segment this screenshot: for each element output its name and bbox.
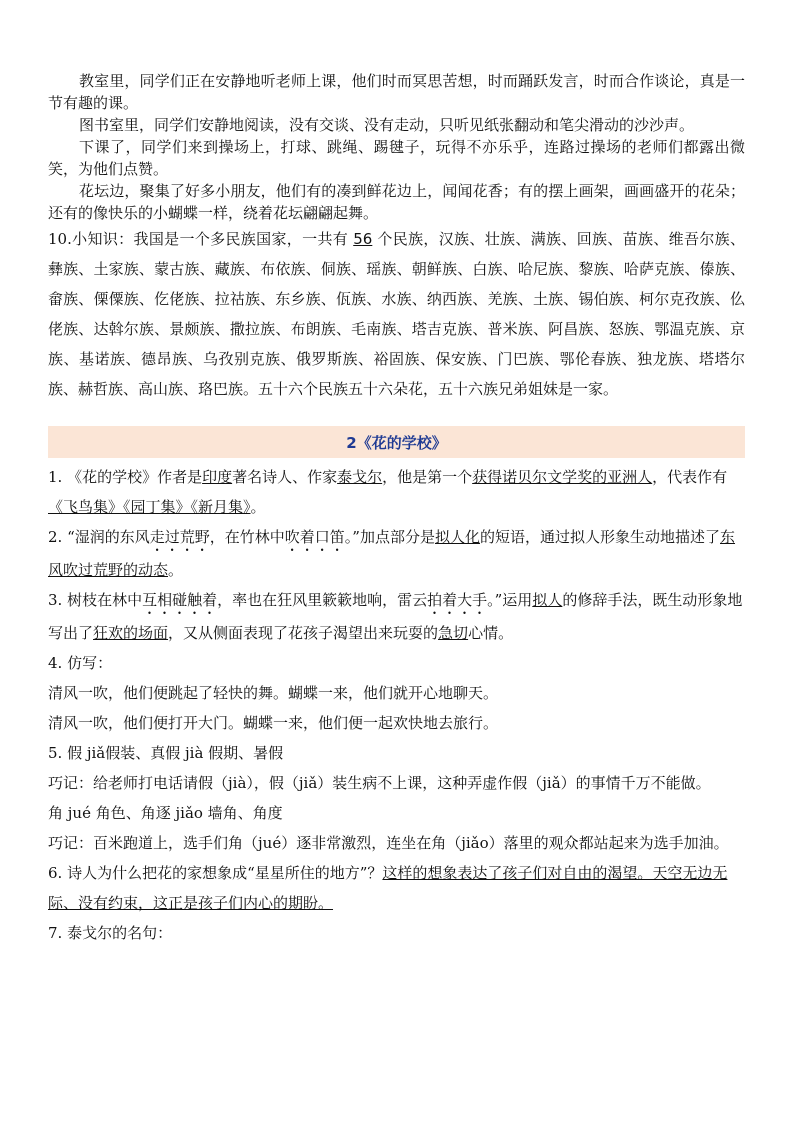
q6-answer: 这样的想象表达了孩子们对自由的渴望。天空无边无际、没有约束，这正是孩子们内心的期盼。 [48,864,728,912]
question-6 [48,858,745,918]
q2-dotted-phrase-2: 吹着口笛 [284,528,345,546]
intro-section [48,70,745,224]
q1-text-e: ，他是第一个 [382,468,473,486]
document-page [48,70,745,948]
q3-answer-3: 急切 [438,624,469,642]
question-4-line-2: 清风一吹，他们便打开大门。蝴蝶一来，他们便一起欢快地去旅行。 [48,714,499,732]
q2-dotted-phrase-1: 走过荒野 [149,528,210,546]
question-1 [48,462,745,522]
q3-answer-1: 拟人 [532,591,563,609]
q2-answer-1: 拟人化 [434,528,480,546]
q3-text-e: 。”运用 [487,591,533,609]
item-10-prefix: 10.小知识：我国是一个多民族国家，一共有 [48,230,354,248]
section-2-body [48,462,745,948]
item-10-number: 56 [353,230,373,248]
q1-answer-works: 《飞鸟集》《园丁集》《新月集》 [48,498,251,516]
paragraph-classroom: 教室里，同学们正在安静地听老师上课，他们时而冥思苦想，时而踊跃发言，时而合作谈论，真是一节有趣的课。 [48,72,745,112]
q2-text-a: 2. “湿润的东风 [48,528,150,546]
q1-text-i: 。 [250,498,266,516]
item-10-knowledge [48,224,745,404]
question-3 [48,585,745,648]
q1-text-c: 著名诗人、作家 [232,468,338,486]
question-5-tip-2: 巧记：百米跑道上，选手们角（jué）逐非常激烈，连坐在角（jiǎo）落里的观众都站起来为选手加油。 [48,834,729,852]
q2-text-i: 。 [168,561,184,579]
question-2 [48,522,745,585]
q2-text-e: 。”加点部分是 [344,528,435,546]
q1-answer-country: 印度 [202,468,233,486]
q1-text-a: 1. 《花的学校》作者是 [48,468,203,486]
q2-answer-2: 东风吹过荒野的动态 [48,528,736,579]
question-5-line-2: 角 jué 角色、角逐 jiǎo 墙角、角度 [48,804,283,822]
q3-text-i: ，又从侧面表现了花孩子渴望出来玩耍的 [168,624,439,642]
paragraph-flowerbed: 花坛边，聚集了好多小朋友，他们有的凑到鲜花边上，闻闻花香；有的摆上画架，画画盛开的花朵；还有的像快乐的小蝴蝶一样，绕着花坛翩翩起舞。 [48,182,745,222]
q3-dotted-phrase-2: 拍着大手 [427,591,488,609]
question-5-line-1: 5. 假 jiǎ假装、真假 jià 假期、暑假 [48,744,284,762]
paragraph-library: 图书室里，同学们安静地阅读，没有交谈、没有走动，只听见纸张翻动和笔尖滑动的沙沙声。 [79,116,695,134]
q3-text-k: 心情。 [468,624,514,642]
q6-question: 6. 诗人为什么把花的家想象成“星星所住的地方”？ [48,864,383,882]
q3-dotted-phrase-1: 互相碰触着 [142,591,218,609]
q1-answer-award: 获得诺贝尔文学奖的亚洲人 [472,468,653,486]
paragraph-playground: 下课了，同学们来到操场上，打球、跳绳、踢毽子，玩得不亦乐乎，连路过操场的老师们都露出微笑，为他们点赞。 [48,138,745,178]
q1-text-g: ，代表作有 [652,468,728,486]
q3-text-a: 3. 树枝在林中 [48,591,143,609]
q3-answer-2: 狂欢的场面 [93,624,169,642]
section-heading: 2《花的学校》 [48,426,745,458]
item-10-suffix: 个民族，汉族、壮族、满族、回族、苗族、维吾尔族、彝族、土家族、蒙古族、藏族、布依族、侗族、瑶族、朝鲜族、白族、哈尼族、黎族、哈萨克族、傣族、畲族、傈僳族、仡佬族、拉祜族、东乡族、佤族、水族、纳西族、羌族、土族、锡伯族、柯尔克孜族、仫佬族、达斡尔族、景颇族、撒拉族、布朗族、毛南族、塔吉克族、普米族、阿昌族、怒族、鄂温克族、京族、基诺族、德昂族、乌孜别克族、俄罗斯族、裕固族、保安族、门巴族、鄂伦春族、独龙族、塔塔尔族、赫哲族、高山族、珞巴族。五十六个民族五十六朵花，五十六族兄弟姐妹是一家。 [48,230,745,398]
q3-text-c: ，率也在狂风里簌簌地响，雷云 [217,591,428,609]
q1-answer-author: 泰戈尔 [337,468,383,486]
question-4-line-1: 清风一吹，他们便跳起了轻快的舞。蝴蝶一来，他们就开心地聊天。 [48,684,499,702]
q3-text-g: 的修辞手法，既生动形象地写出了 [48,591,743,642]
q2-text-c: ，在竹林中 [209,528,285,546]
item-10-text [48,224,745,404]
question-5-tip-1: 巧记：给老师打电话请假（jià），假（jiǎ）装生病不上课，这种弄虚作假（jiǎ）的事情千万不能做。 [48,774,711,792]
question-4-label: 4. 仿写： [48,654,113,672]
q2-text-g: 的短语，通过拟人形象生动地描述了 [479,528,720,546]
question-7-label: 7. 泰戈尔的名句： [48,924,173,942]
